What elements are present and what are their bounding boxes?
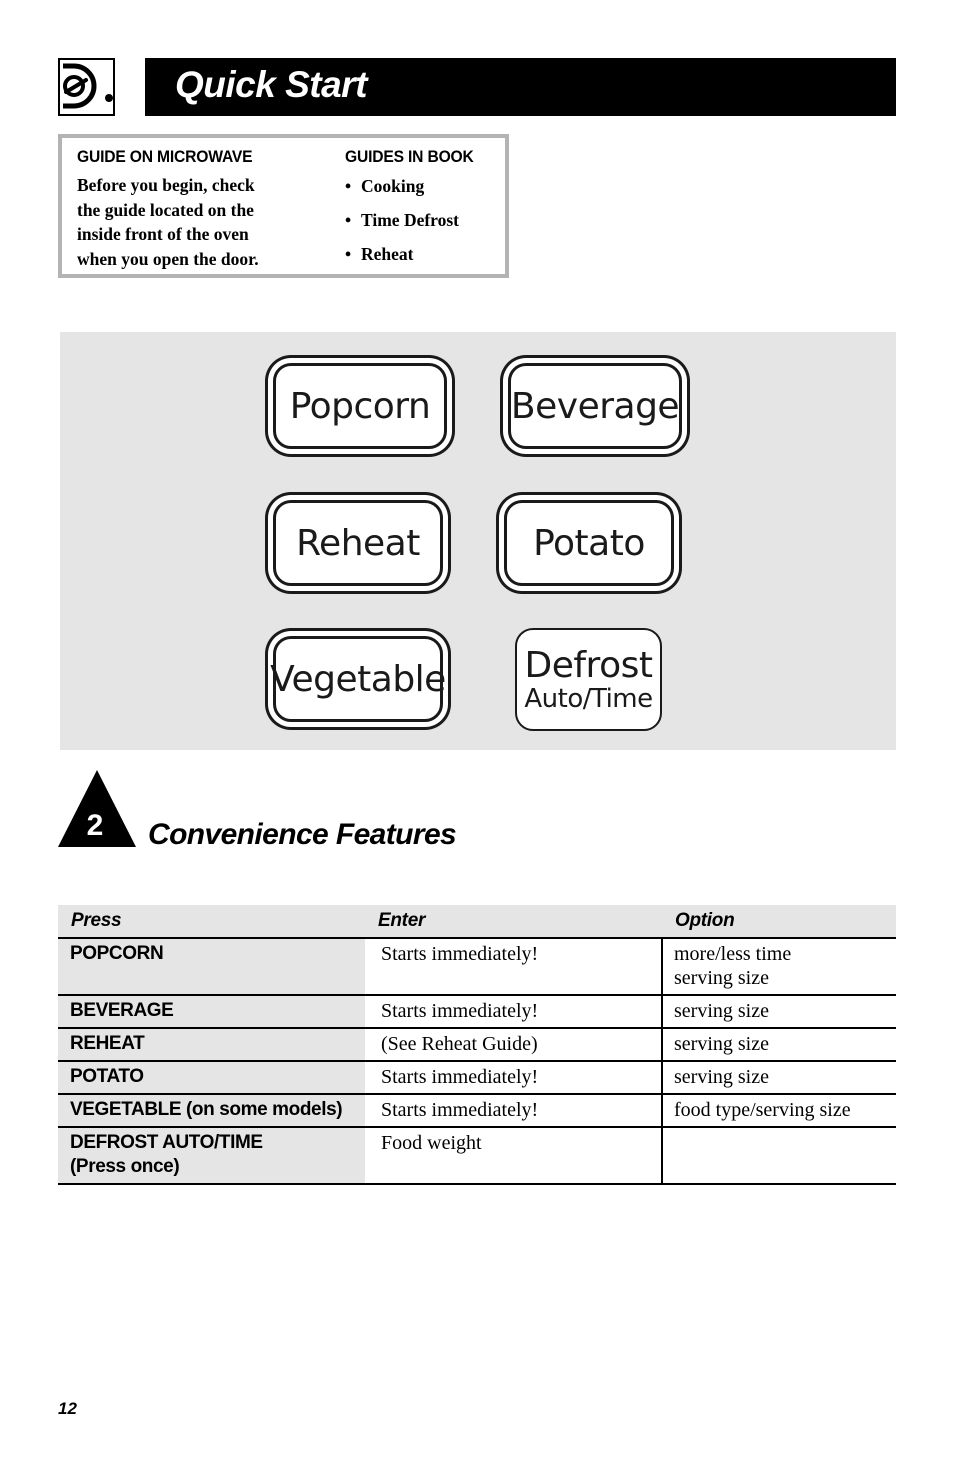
beverage-button[interactable]: [508, 363, 682, 449]
keypad-panel: [60, 332, 896, 750]
table-row: [58, 995, 896, 1028]
press-cell: REHEAT: [58, 1028, 365, 1061]
option-cell: serving size: [662, 1028, 896, 1061]
potato-label: Potato: [533, 522, 645, 564]
list-item: [345, 174, 459, 208]
list-item: [345, 208, 459, 242]
option-cell: [662, 938, 896, 995]
table-row: [58, 1094, 896, 1127]
enter-cell: (See Reheat Guide): [365, 1028, 662, 1061]
enter-cell: Starts immediately!: [365, 1061, 662, 1094]
guides-in-book-list: [345, 174, 459, 276]
guides-in-book-title: GUIDES IN BOOK: [345, 147, 474, 166]
option-line: serving size: [674, 967, 769, 989]
page-title: Quick Start: [175, 64, 367, 105]
table-row: [58, 1061, 896, 1094]
page-number: 12: [58, 1399, 77, 1418]
option-cell: serving size: [662, 1061, 896, 1094]
table-row: [58, 1127, 896, 1184]
header-option: Option: [662, 905, 896, 938]
enter-cell: Starts immediately!: [365, 938, 662, 995]
convenience-features-table: [58, 905, 896, 1185]
option-cell: [662, 1127, 896, 1184]
enter-cell: Food weight: [365, 1127, 662, 1184]
step-number: 2: [86, 809, 104, 842]
bullet: •: [345, 176, 352, 196]
popcorn-label: Popcorn: [289, 385, 431, 427]
guide-on-microwave-text: [77, 173, 317, 271]
table-row: [58, 938, 896, 995]
guide-item-cooking: Cooking: [361, 176, 425, 196]
list-item: [345, 242, 459, 276]
bullet: •: [345, 244, 352, 264]
press-line: (Press once): [70, 1156, 180, 1177]
table-row: [58, 1028, 896, 1061]
press-cell: [58, 1127, 365, 1184]
vegetable-button[interactable]: [270, 636, 446, 722]
press-cell: POTATO: [58, 1061, 365, 1094]
bullet: •: [345, 210, 352, 230]
press-cell: VEGETABLE (on some models): [58, 1094, 365, 1127]
press-line: DEFROST AUTO/TIME: [70, 1132, 263, 1153]
defrost-label: Defrost: [524, 644, 653, 686]
guide-box: [58, 134, 509, 278]
option-cell: serving size: [662, 995, 896, 1028]
section-title: Convenience Features: [148, 818, 457, 851]
reheat-label: Reheat: [296, 522, 420, 564]
table-header-row: [58, 905, 896, 938]
press-cell: POPCORN: [58, 938, 365, 995]
enter-cell: Starts immediately!: [365, 1094, 662, 1127]
potato-button[interactable]: [504, 500, 674, 586]
timer-dial-icon: [60, 60, 113, 114]
guide-item-reheat: Reheat: [361, 244, 414, 264]
header-enter: Enter: [365, 905, 662, 938]
guide-on-microwave-title: GUIDE ON MICROWAVE: [77, 147, 253, 166]
beverage-label: Beverage: [510, 385, 680, 427]
option-line: more/less time: [674, 943, 792, 965]
enter-cell: Starts immediately!: [365, 995, 662, 1028]
guide-text-line: inside front of the oven: [77, 224, 249, 244]
reheat-button[interactable]: [273, 500, 443, 586]
vegetable-label: Vegetable: [270, 658, 446, 700]
guide-text-line: when you open the door.: [77, 248, 259, 269]
guide-text-line: the guide located on the: [77, 199, 254, 220]
defrost-auto-time-button[interactable]: [515, 628, 662, 731]
guide-item-time-defrost: Time Defrost: [361, 210, 460, 230]
header-press: Press: [58, 905, 365, 938]
guide-text-line: Before you begin, check: [77, 175, 255, 195]
auto-time-label: Auto/Time: [524, 683, 653, 714]
press-cell: BEVERAGE: [58, 995, 365, 1028]
option-cell: food type/serving size: [662, 1094, 896, 1127]
cooking-guide-icon: [58, 58, 115, 116]
popcorn-button[interactable]: [273, 363, 447, 449]
